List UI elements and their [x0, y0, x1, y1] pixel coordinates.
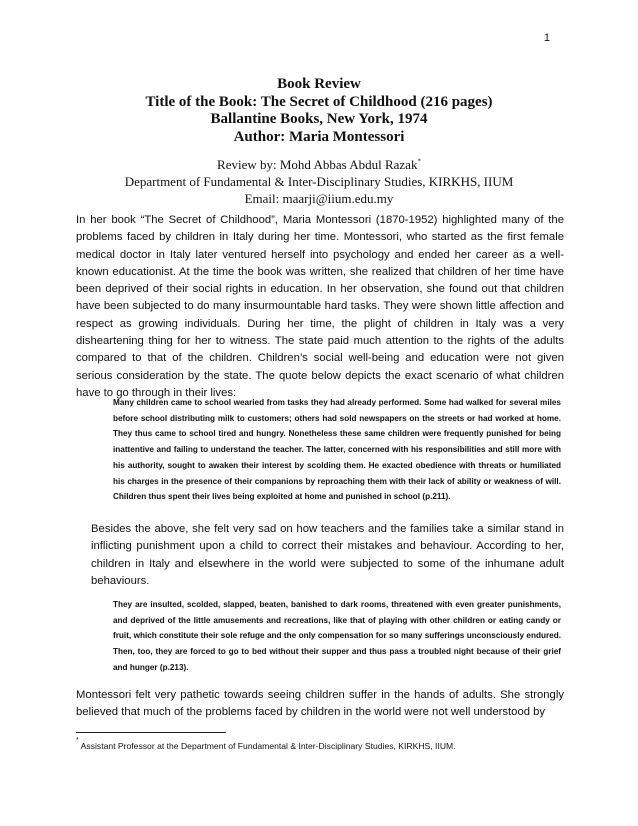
review-header [0, 76, 638, 207]
page-number: 1 [543, 32, 550, 44]
besides-paragraph: Besides the above, she felt very sad on how teachers and the families take a similar stand in inflicting punishment upon a child to correct their mistakes and behaviour. According to her, children in Italy and elsewhere in the world were subjected to some of the inhumane adult behaviours. [91, 523, 564, 587]
footnote [76, 738, 576, 752]
reviewer-footnote-mark: * [417, 157, 421, 166]
intro-paragraph: In her book “The Secret of Childhood”, Maria Montessori (1870-1952) highlighted many of the problems faced by children in Italy during her time. Montessori, who started as the first female medical doctor in Italy later ventured herself into psychology and ended her career as a well-known educationist. At the time the book was written, she realized that children of her time have been deprived of their social rights in education. In her observation, she found out that children have been subjected to do many insurmountable hard tasks. They were shown little affection and respect as growing individuals. During her time, the plight of children in Italy was a very disheartening thing for her to witness. The state paid much attention to the rights of the adults compared to that of the children. Children’s social well-being and education were not given serious consideration by the state. The quote below depicts the exact scenario of what children have to go through in their lives: [76, 214, 564, 399]
byline [0, 156, 638, 207]
footnote-divider [76, 732, 226, 733]
closing-paragraph: Montessori felt very pathetic towards seeing children suffer in the hands of adults. She strongly believed that much of the problems faced by children in the world were not well understood by [76, 689, 564, 719]
footnote-mark: * [76, 737, 79, 744]
publisher: Ballantine Books, New York, 1974 [210, 111, 428, 127]
block-quote-1: Many children came to school wearied from tasks they had already performed. Some had walked for several miles before school distributing milk to customers; others had sold newspapers on the streets or had worked at home. They thus came to school tired and hungry. Nonetheless these same children were frequently punished for being inattentive and failing to understand the teacher. The latter, concerned with his responsibilities and still more with his authority, sought to awaken their interest by scolding them. He exacted obedience with threats or humiliated his charges in the presence of their companions by reproaching them with their lack of ability or weakness of will. Children thus spent their lives being exploited at home and punished in school (p.211). [113, 398, 561, 502]
book-title: Title of the Book: The Secret of Childhood (216 pages) [145, 93, 493, 110]
email: Email: maarji@iium.edu.my [244, 191, 394, 206]
reviewer-name: Review by: Mohd Abbas Abdul Razak [217, 157, 418, 172]
department: Department of Fundamental & Inter-Disciplinary Studies, KIRKHS, IIUM [124, 174, 514, 189]
footnote-text: Assistant Professor at the Department of Fundamental & Inter-Disciplinary Studies, KIRKHS, IIUM. [80, 740, 456, 751]
author: Author: Maria Montessori [233, 128, 405, 145]
reviewer-line [0, 156, 638, 173]
review-label: Book Review [277, 76, 361, 92]
block-quote-2: They are insulted, scolded, slapped, beaten, banished to dark rooms, threatened with even greater punishments, and deprived of the little amusements and recreations, like that of playing with other children or eating candy or fruit, which constitute their sole refuge and the only compensation for so many sufferings unconsciously endured. Then, too, they are forced to go to bed without their supper and thus pass a troubled night because of their grief and hunger (p.213). [113, 600, 561, 672]
